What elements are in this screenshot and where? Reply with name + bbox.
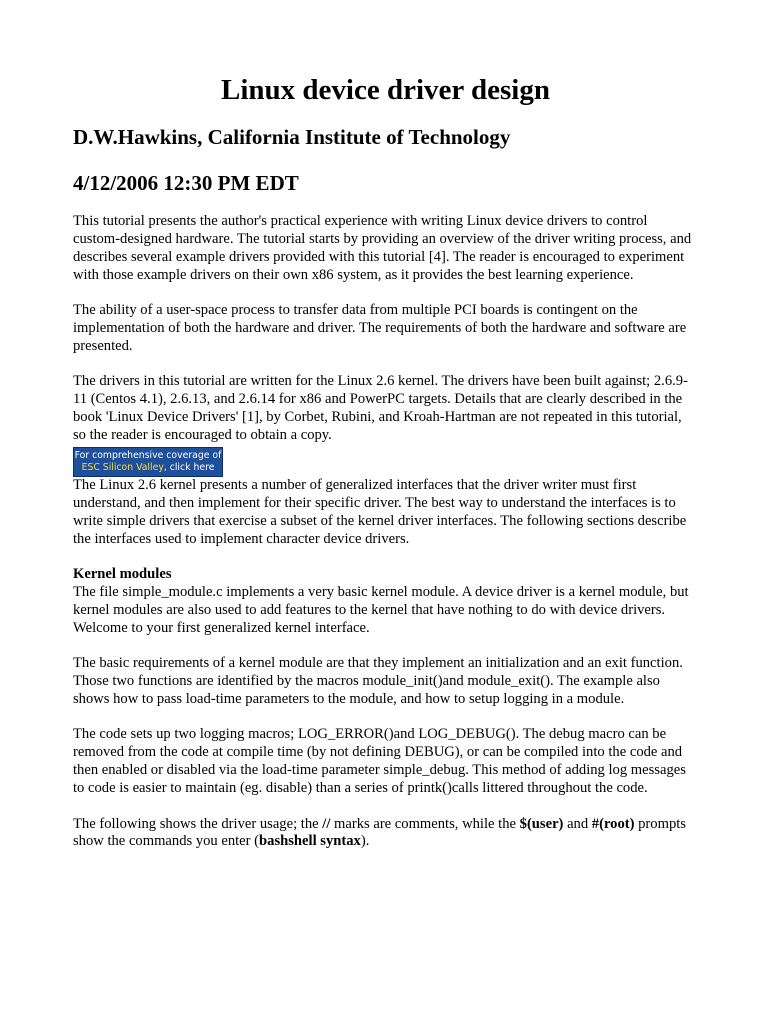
ad-banner-line2: [74, 462, 222, 474]
document-page: [73, 70, 698, 851]
usage-text-3: and: [563, 815, 592, 832]
paragraph-simple-module: The file simple_module.c implements a very basic kernel module. A device driver is a kernel module, but kernel modules are also used to add features to the kernel that have nothing to do with device drivers. Welcome to your first generalized kernel interface.: [73, 584, 689, 636]
ad-banner-highlight: ESC Silicon Valley: [81, 461, 164, 473]
document-author: D.W.Hawkins, California Institute of Technology: [73, 125, 511, 149]
usage-text-1: The following shows the driver usage; the: [73, 815, 323, 832]
usage-text-2: marks are comments, while the: [330, 815, 520, 832]
usage-text-4: prompts show the commands you enter (: [73, 815, 686, 850]
section-heading-kernel-modules: Kernel modules: [73, 566, 172, 583]
paragraph-intro: This tutorial presents the author's practical experience with writing Linux device drivers to control custom-designed hardware. The tutorial starts by providing an overview of the driver writing process, and describes several example drivers provided with this tutorial [4]. The reader is encouraged to experiment with those example drivers on their own x86 system, as it provides the best learning experience.: [73, 213, 692, 283]
paragraph-interfaces: The Linux 2.6 kernel presents a number of generalized interfaces that the driver writer must first understand, and then implement for their specific driver. The best way to understand the interfaces is to write simple drivers that exercise a subset of the kernel driver interfaces. The following sections describe the interfaces used to implement character device drivers.: [73, 476, 687, 547]
document-title: Linux device driver design: [221, 74, 550, 106]
usage-shell-syntax: bashshell syntax: [259, 833, 361, 850]
usage-root-prompt: #(root): [591, 815, 635, 832]
document-date: 4/12/2006 12:30 PM EDT: [73, 171, 299, 195]
ad-banner-line1: For comprehensive coverage of: [74, 449, 222, 461]
paragraph-driver-usage: [73, 816, 698, 852]
usage-text-5: ).: [360, 833, 370, 850]
paragraph-pci: The ability of a user-space process to transfer data from multiple PCI boards is contingent on the implementation of both the hardware and driver. The requirements of both the hardware and software are presented.: [73, 302, 687, 354]
usage-user-prompt: $(user): [519, 815, 564, 832]
paragraph-kernel-versions: The drivers in this tutorial are written for the Linux 2.6 kernel. The drivers have been built against; 2.6.9-11 (Centos 4.1), 2.6.13, and 2.6.14 for x86 and PowerPC targets. Details that are clearly described in the book 'Linux Device Drivers' [1], by Corbet, Rubini, and Kroah-Hartman are not repeated in this tutorial, so the reader is encouraged to obtain a copy.: [73, 373, 688, 444]
ad-banner-link[interactable]: [73, 447, 223, 477]
ad-banner-cta: , click here: [163, 461, 215, 473]
usage-comment-marker: //: [322, 815, 331, 832]
paragraph-logging: The code sets up two logging macros; LOG_ERROR()and LOG_DEBUG(). The debug macro can be removed from the code at compile time (by not defining DEBUG), or can be compiled into the code and then enabled or disabled via the load-time parameter simple_debug. This method of adding log messages to code is easier to maintain (eg. disable) than a series of printk()calls littered throughout the code.: [73, 726, 686, 797]
paragraph-requirements: The basic requirements of a kernel module are that they implement an initialization and an exit function. Those two functions are identified by the macros module_init()and module_exit(). The example also shows how to pass load-time parameters to the module, and how to setup logging in a module.: [73, 655, 683, 708]
